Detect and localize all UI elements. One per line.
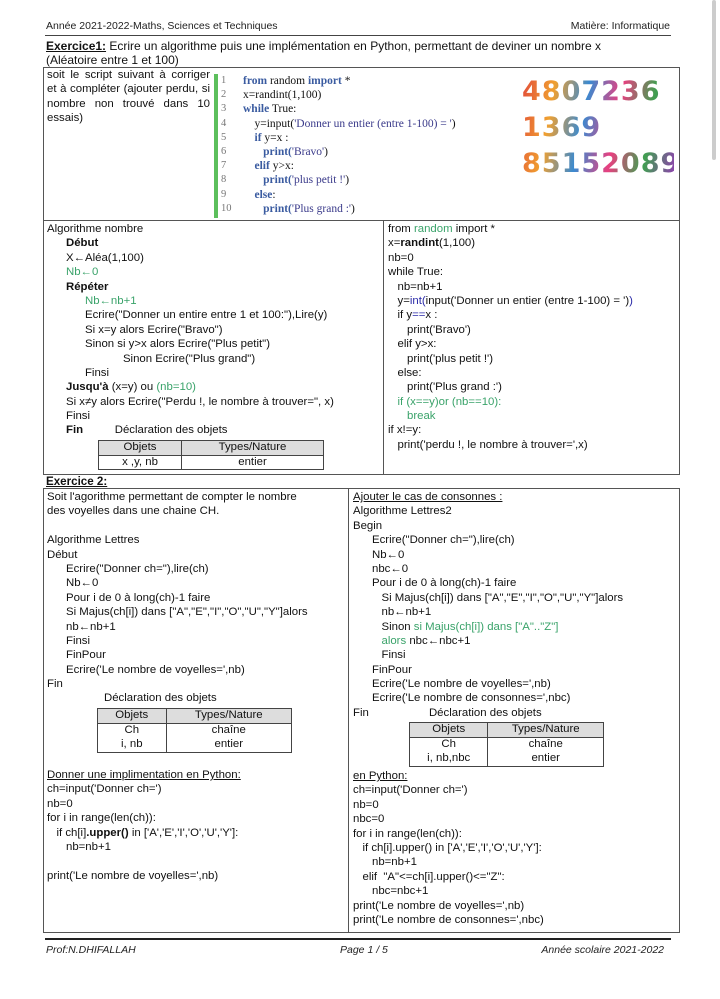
text-segment: Nb←nb+1 [84, 294, 137, 307]
line-number: 9 [221, 188, 227, 200]
table-cell: x ,y, nb [99, 455, 182, 470]
text-line [353, 798, 544, 812]
text-line [47, 395, 334, 409]
text-line [388, 409, 633, 423]
line-number: 6 [221, 145, 227, 157]
code-line [221, 74, 512, 88]
text-segment: Ecrire('Le nombre de voyelles=',nb) [47, 663, 245, 676]
declaration-table [409, 722, 604, 767]
code-line [221, 173, 512, 187]
text-segment: (x=y) ou [108, 381, 157, 394]
text-segment: Ecrire("Donner ch="),lire(ch) [47, 562, 209, 575]
table-cell: Ch [98, 723, 167, 738]
text-segment: Nb←0 [66, 266, 99, 279]
line-number: 4 [221, 117, 227, 129]
code-segment: True: [269, 103, 297, 116]
text-line [47, 677, 308, 691]
text-line [353, 841, 544, 855]
text-line [388, 423, 633, 437]
text-segment: print('Plus grand :') [388, 381, 502, 394]
text-segment: break [407, 410, 436, 423]
text-segment: Soit l'agorithme permettant de compter le nombre [47, 491, 297, 503]
table-row [99, 455, 324, 470]
text-line [47, 869, 241, 883]
table-cell: entier [182, 455, 324, 470]
text-segment: if y [388, 309, 413, 322]
text-segment: Ecrire('Le nombre de consonnes=',nbc) [353, 692, 571, 705]
text-line [353, 706, 623, 720]
text-segment: y= [388, 294, 410, 307]
code-segment: 'plus petit !' [291, 174, 346, 187]
text-line [47, 533, 308, 547]
table-cell: chaîne [488, 737, 604, 752]
text-segment: Pour i de 0 à long(ch)-1 faire [353, 577, 517, 590]
text-line [47, 634, 308, 648]
text-line [47, 265, 334, 279]
table-row [98, 738, 292, 753]
table-cell: i, nb [98, 738, 167, 753]
exercise1-label: Exercice1: [46, 39, 107, 53]
table-header: Types/Nature [488, 723, 604, 738]
text-segment [47, 266, 66, 278]
text-line [47, 548, 308, 562]
text-line [47, 337, 334, 351]
text-segment: if ch[i].upper() in ['A','E','I','O','U','Y']: [353, 841, 542, 854]
table-header: Types/Nature [166, 709, 291, 724]
text-segment: print('perdu !, le nombre à trouver=',x) [388, 438, 588, 451]
text-segment: print('Le nombre de consonnes=',nbc) [353, 913, 544, 926]
text-segment: nbc←nbc+1 [406, 634, 471, 647]
text-line [47, 797, 241, 811]
text-line [47, 826, 241, 840]
text-segment: for i in range(len(ch)): [47, 812, 156, 825]
text-segment: else: [388, 366, 422, 379]
table-row [410, 737, 604, 752]
exercise1-intro: soit le script suivant à corriger et à compléter (ajouter perdu, si nombre non trouvé dans 10 essais) [47, 69, 210, 125]
algorithm-nombre [47, 222, 334, 438]
text-segment: Si Majus(ch[i]) dans ["A","E","I","O","U","Y"]alors [353, 591, 624, 604]
table-cell: entier [488, 752, 604, 767]
code-segment: elif [254, 160, 270, 173]
code-segment: else [254, 188, 273, 201]
text-line [47, 236, 334, 250]
text-segment: nb=0 [388, 251, 414, 264]
code-segment: y=input( [243, 117, 295, 130]
column-divider [348, 488, 349, 933]
text-line [47, 840, 241, 854]
text-line [47, 591, 308, 605]
footer-author: Prof:N.DHIFALLAH [46, 944, 136, 956]
text-line [47, 504, 308, 518]
text-segment [388, 396, 398, 408]
text-line [388, 337, 633, 351]
text-segment: si Majus(ch[i]) dans ["A".."Z"] [413, 620, 559, 633]
text-line [47, 691, 308, 705]
code-segment [243, 131, 255, 145]
line-number: 10 [221, 202, 232, 214]
text-segment: elif y>x: [388, 338, 437, 351]
script-image [214, 74, 512, 218]
text-line [353, 663, 623, 677]
text-segment: Jusqu'à [66, 381, 109, 394]
code-segment: y>x: [269, 160, 294, 173]
text-segment: Finsi [47, 634, 91, 647]
text-line [47, 562, 308, 576]
table-header: Types/Nature [182, 441, 324, 456]
text-line [388, 236, 633, 250]
text-segment [388, 410, 407, 422]
text-segment: elif "A"<=ch[i].upper()<="Z": [353, 870, 505, 883]
text-segment: nb=nb+1 [388, 280, 443, 293]
text-segment: Sinon [353, 620, 414, 633]
algorithm-lettres2 [353, 490, 623, 720]
text-segment: Ecrire('Le nombre de voyelles=',nb) [353, 678, 551, 691]
text-line [353, 783, 544, 797]
text-segment: nb=nb+1 [353, 856, 417, 869]
code-segment: import [307, 75, 342, 87]
text-line [388, 352, 633, 366]
table-cell: Ch [410, 737, 488, 752]
line-number: 2 [221, 89, 227, 101]
code-segment: print( [263, 202, 292, 215]
code-line [221, 202, 512, 216]
exercise1-statement: Ecrire un algorithme puis une implémentation en Python, permettant de deviner un nombre x [106, 39, 601, 53]
text-line [47, 854, 241, 868]
text-segment: Sinon si y>x alors Ecrire("Plus petit") [47, 338, 270, 351]
text-segment: ch=input('Donner ch=') [353, 784, 468, 797]
text-segment [47, 295, 85, 307]
text-segment: Ecrire("Donner un entire entre 1 et 100:"),Lire(y) [47, 309, 328, 322]
code-segment [243, 145, 263, 159]
table-cell: i, nb,nbc [410, 752, 488, 767]
text-segment: random [413, 223, 453, 235]
footer-divider [45, 938, 671, 940]
text-line [353, 677, 623, 691]
code-line [221, 159, 512, 173]
text-line [47, 620, 308, 634]
exercise2-label: Exercice 2: [46, 475, 108, 488]
text-segment [47, 281, 66, 293]
text-segment: Algorithme Lettres [47, 534, 140, 547]
text-segment: (1,100) [438, 237, 476, 250]
text-line [353, 827, 544, 841]
text-segment [47, 424, 66, 436]
text-line [47, 811, 241, 825]
exercise1-title [46, 40, 676, 67]
text-segment: int( [409, 294, 426, 307]
text-segment: des voyelles dans une chaine CH. [47, 505, 220, 518]
text-line [47, 409, 334, 423]
line-number: 1 [221, 75, 227, 86]
text-line [353, 562, 623, 576]
text-line [47, 782, 241, 796]
code-line [221, 131, 512, 145]
code-segment: x=randint(1,100) [243, 89, 322, 102]
code-segment [243, 188, 255, 202]
text-segment: Nb←0 [353, 548, 405, 561]
text-line [353, 855, 544, 869]
python-solution [388, 222, 633, 452]
text-segment: alors [381, 634, 407, 647]
text-segment: Déclaration des objets [83, 424, 228, 437]
text-segment: in ['A','E','I','O','U','Y']: [128, 826, 239, 839]
algorithm-lettres [47, 490, 308, 706]
text-line [353, 648, 623, 662]
text-segment: Déclaration des objets [47, 692, 217, 705]
text-line [388, 323, 633, 337]
text-segment: randint [400, 237, 439, 250]
declaration-table [97, 708, 292, 753]
code-segment: ) [350, 202, 355, 215]
text-segment: ) [629, 294, 633, 307]
text-segment: input('Donner un entier (entre 1-100) = ') [425, 294, 630, 307]
python-title: Donner une implimentation en Python: [47, 769, 241, 781]
declaration-table [98, 440, 324, 470]
text-segment: (nb=10) [156, 381, 196, 394]
text-segment: print('Le nombre de voyelles=',nb) [353, 899, 525, 912]
text-segment [47, 381, 66, 393]
text-line [388, 395, 633, 409]
text-line [47, 222, 334, 236]
exercise1-statement2: (Aléatoire entre 1 et 100) [46, 52, 179, 67]
text-line [47, 366, 334, 380]
code-segment: ) [324, 145, 328, 158]
code-segment [243, 202, 263, 216]
code-line [221, 145, 512, 159]
text-segment: Pour i de 0 à long(ch)-1 faire [47, 591, 211, 604]
code-line [221, 117, 512, 131]
text-segment: Fin [66, 424, 84, 437]
text-segment: nb←nb+1 [353, 606, 432, 619]
code-segment: 'Donner un entier (entre 1-100) = ' [294, 117, 452, 130]
footer-page: Page 1 / 5 [340, 944, 388, 956]
text-line [353, 634, 623, 648]
text-segment: Si Majus(ch[i]) dans ["A","E","I","O","U","Y"]alors [47, 606, 308, 619]
text-line [47, 323, 334, 337]
column-divider [383, 220, 384, 475]
code-segment: from [243, 75, 268, 87]
text-line [353, 620, 623, 634]
text-segment: Finsi [47, 410, 91, 423]
text-segment: FinPour [353, 663, 412, 676]
text-line [47, 663, 308, 677]
text-segment: nb←nb+1 [47, 620, 116, 633]
text-segment: nbc=nbc+1 [353, 885, 429, 898]
text-segment: Fin [47, 678, 63, 691]
text-segment: x= [388, 237, 401, 250]
text-segment [47, 237, 66, 249]
text-line [47, 423, 334, 437]
text-line [388, 366, 633, 380]
text-line [353, 576, 623, 590]
line-number: 7 [221, 160, 227, 172]
text-line [388, 308, 633, 322]
table-cell: entier [166, 738, 291, 753]
code-segment: y=x : [261, 131, 289, 144]
text-segment: Sinon Ecrire("Plus grand") [47, 352, 256, 365]
text-line [353, 913, 544, 927]
text-line [47, 490, 308, 504]
python-voyelles [47, 768, 241, 883]
header-right: Matière: Informatique [570, 20, 670, 32]
text-line [353, 591, 623, 605]
python-consonnes [353, 769, 544, 927]
text-line [388, 294, 633, 308]
table-header: Objets [98, 709, 167, 724]
code-segment: print( [263, 174, 292, 187]
code-line [221, 88, 512, 102]
text-segment: from [388, 223, 414, 235]
text-segment: if (x==y)or (nb==10): [397, 395, 502, 408]
text-segment: Début [66, 237, 99, 250]
text-segment: import * [452, 223, 495, 235]
scrollbar[interactable] [712, 0, 716, 160]
text-segment: nb=0 [47, 797, 73, 810]
text-segment: Finsi [353, 649, 406, 662]
text-line [353, 605, 623, 619]
text-segment: if ch[i] [47, 826, 87, 839]
text-line [353, 519, 623, 533]
text-segment: Nb←0 [47, 577, 99, 590]
text-line [353, 870, 544, 884]
text-segment: Fin Déclaration des objets [353, 706, 542, 719]
line-number: 8 [221, 174, 227, 186]
table-row [410, 752, 604, 767]
code-segment: : [272, 188, 276, 201]
line-number: 5 [221, 131, 227, 143]
code-segment: while [243, 103, 270, 116]
text-segment: == [412, 309, 426, 322]
text-segment: print('Bravo') [388, 323, 471, 336]
header-left: Année 2021-2022-Maths, Sciences et Techniques [46, 20, 278, 32]
text-segment: Algorithme Lettres2 [353, 505, 452, 518]
text-line [353, 533, 623, 547]
text-line [47, 519, 308, 533]
text-segment: ch=input('Donner ch=') [47, 783, 162, 796]
text-segment: Si x=y alors Ecrire("Bravo") [47, 323, 223, 336]
table-row [98, 723, 292, 738]
text-segment: print('plus petit !') [388, 352, 494, 365]
text-line [388, 265, 633, 279]
code-line [221, 188, 512, 202]
text-line [47, 352, 334, 366]
python-title: en Python: [353, 770, 408, 782]
text-line [388, 380, 633, 394]
text-segment: Begin [353, 519, 383, 532]
code-line [221, 102, 512, 116]
text-segment: nb=0 [353, 798, 379, 811]
text-segment: nbc←0 [353, 562, 409, 575]
code-segment: * [341, 75, 351, 87]
table-header: Objets [99, 441, 182, 456]
table-header: Objets [410, 723, 488, 738]
text-line [47, 251, 334, 265]
text-line [353, 899, 544, 913]
text-line [353, 812, 544, 826]
text-segment: FinPour [47, 649, 106, 662]
text-line [47, 605, 308, 619]
text-segment: Algorithme nombre [47, 223, 144, 235]
text-segment: Répéter [66, 280, 109, 293]
text-line [388, 222, 633, 236]
consonnes-title: Ajouter le cas de consonnes : [353, 491, 503, 503]
text-line [353, 504, 623, 518]
text-line [47, 294, 334, 308]
text-segment: Finsi [47, 366, 110, 379]
text-segment: X←Aléa(1,100) [47, 251, 144, 264]
text-segment: Ecrire("Donner ch="),lire(ch) [353, 534, 515, 547]
line-number: 3 [221, 103, 227, 115]
text-segment: Début [47, 548, 78, 561]
text-line [388, 438, 633, 452]
code-segment: 'Bravo' [291, 145, 325, 158]
code-segment: ) [345, 174, 350, 187]
table-cell: chaîne [166, 723, 291, 738]
text-segment [353, 635, 381, 647]
colorful-digits-picture: 4807236 1369 85152089 [522, 74, 674, 182]
text-line [47, 380, 334, 394]
text-segment: while True: [388, 266, 444, 279]
code-segment: ) [451, 117, 456, 130]
text-segment: Si x≠y alors Ecrire("Perdu !, le nombre à trouver=", x) [47, 395, 334, 408]
text-line [388, 251, 633, 265]
code-segment: if [254, 131, 262, 144]
text-line [47, 308, 334, 322]
code-segment: 'Plus grand :' [291, 202, 351, 215]
text-segment: if x!=y: [388, 424, 422, 437]
code-segment: print( [263, 145, 292, 158]
text-segment: print('Le nombre de voyelles=',nb) [47, 869, 219, 882]
text-line [388, 280, 633, 294]
text-segment: x : [425, 309, 438, 322]
text-segment: nbc=0 [353, 813, 385, 826]
header-divider [45, 35, 671, 36]
text-line [353, 884, 544, 898]
text-line [353, 548, 623, 562]
footer-year: Année scolaire 2021-2022 [541, 944, 664, 956]
code-segment [243, 173, 263, 187]
text-segment: for i in range(len(ch)): [353, 827, 462, 840]
text-segment: .upper() [86, 826, 129, 839]
text-line [47, 576, 308, 590]
code-segment: random [267, 75, 308, 87]
text-line [353, 691, 623, 705]
text-line [47, 280, 334, 294]
text-segment: nb=nb+1 [47, 840, 111, 853]
text-line [47, 648, 308, 662]
code-segment [243, 159, 255, 173]
